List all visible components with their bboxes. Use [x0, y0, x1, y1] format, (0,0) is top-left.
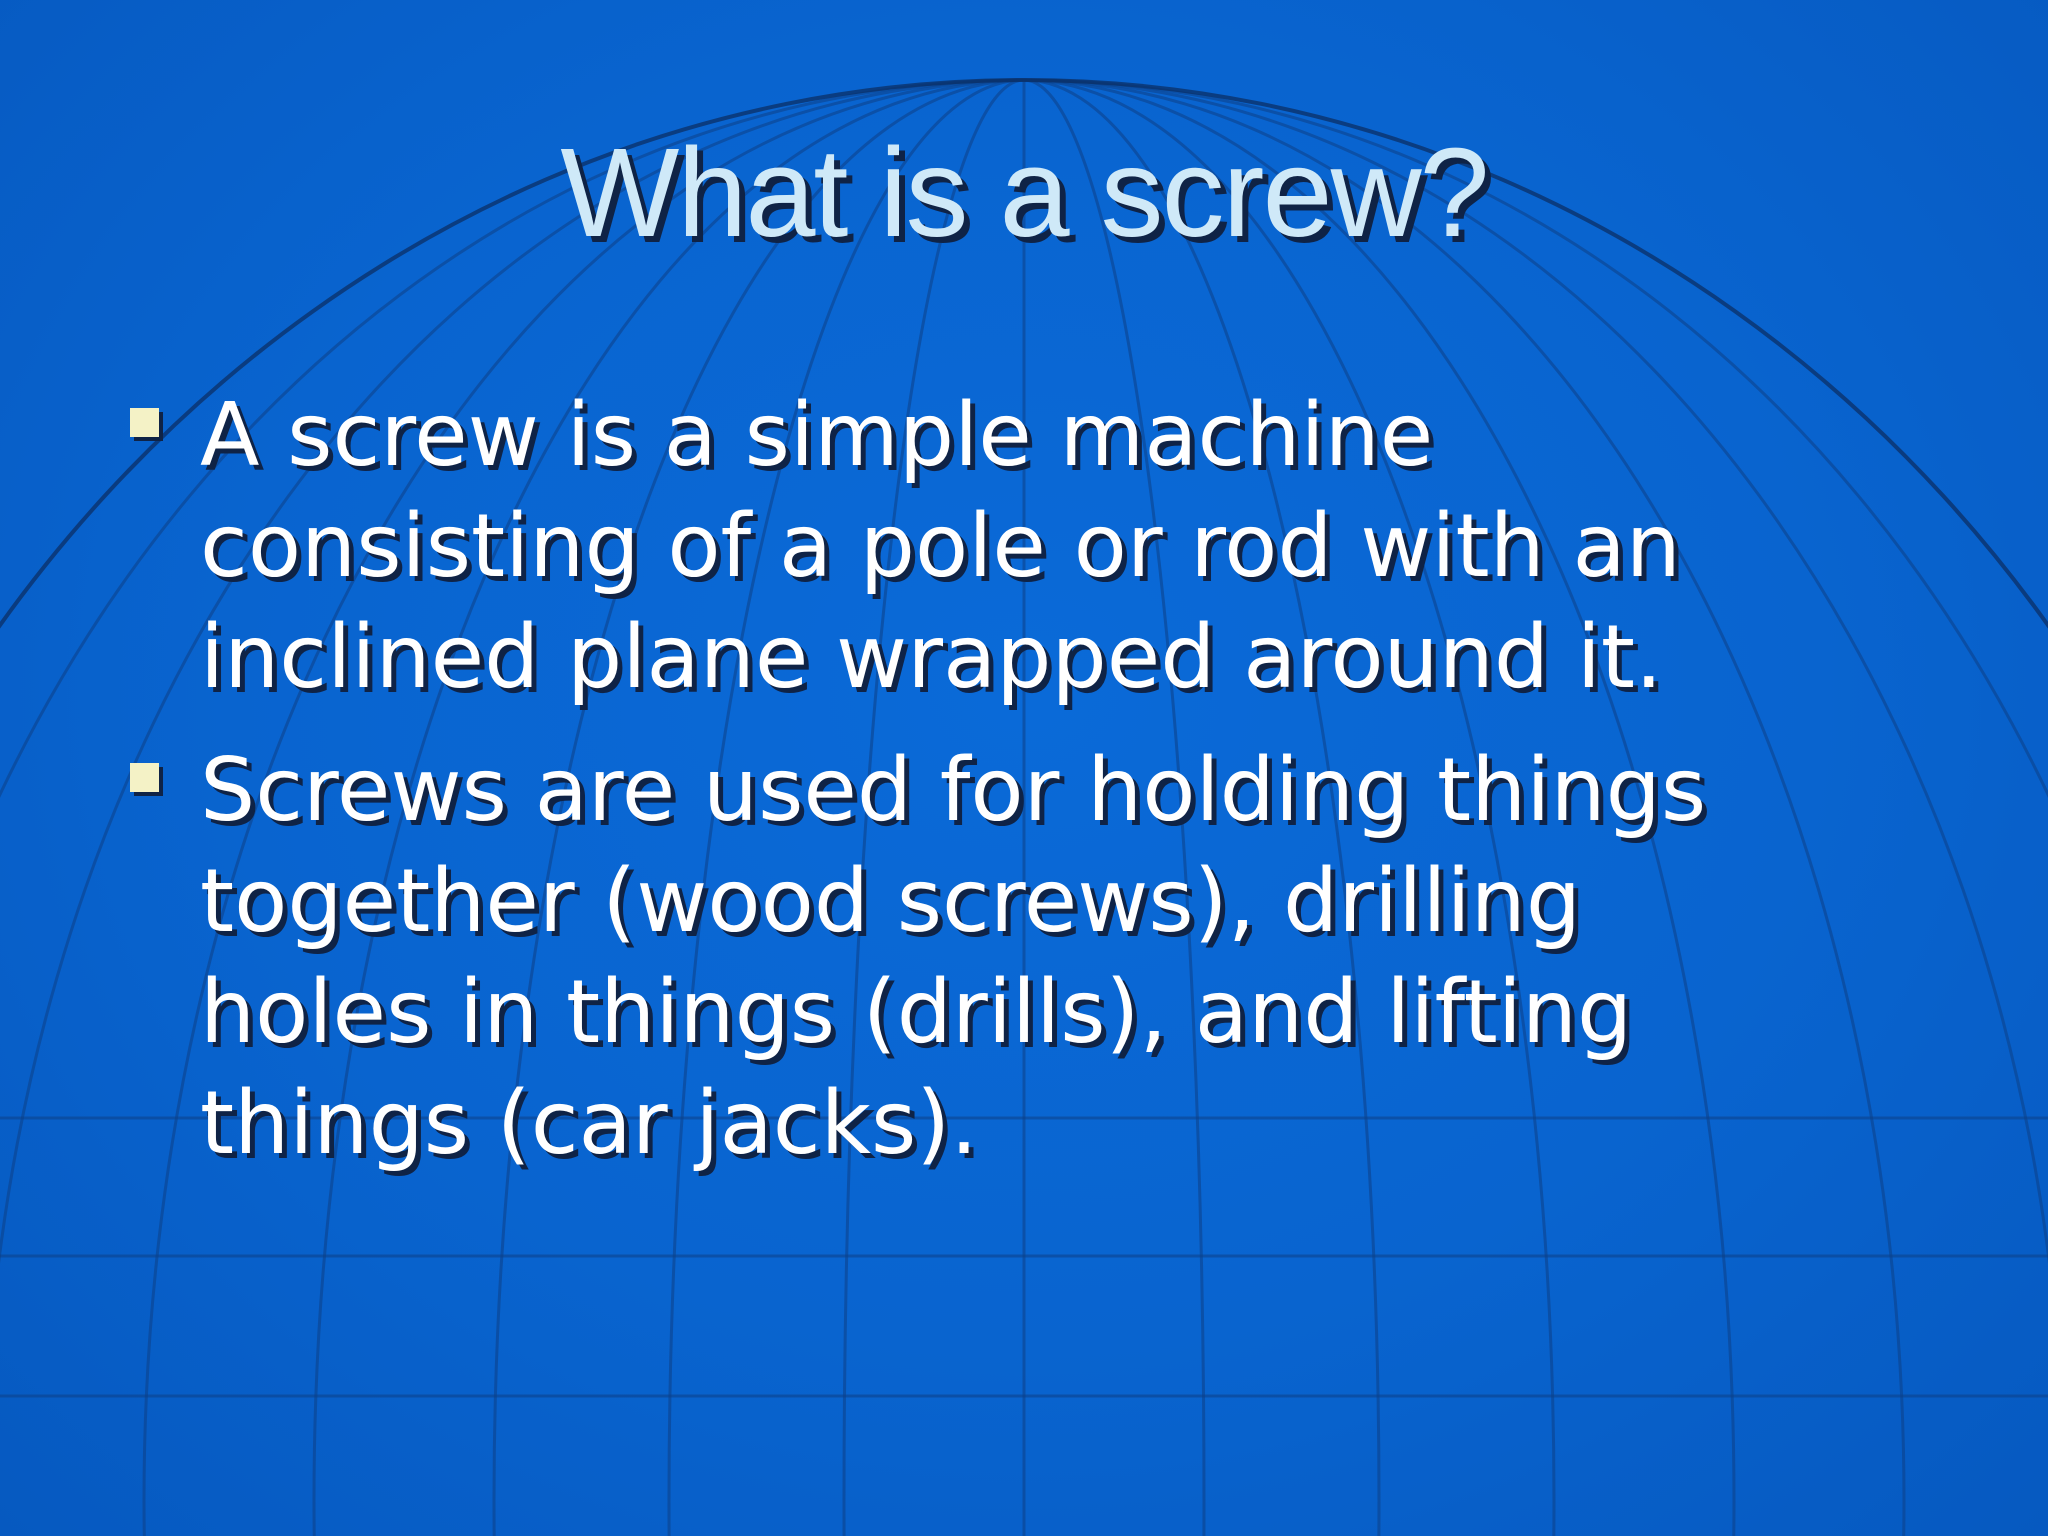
bullet-line: inclined plane wrapped around it. — [200, 606, 1663, 708]
slide-title: What is a screw? — [560, 122, 1488, 263]
bullet-line: things (car jacks). — [200, 1072, 978, 1174]
bullet-line: Screws are used for holding things — [200, 739, 1707, 841]
square-bullet-icon — [130, 763, 159, 792]
bullet-line: holes in things (drills), and lifting — [200, 961, 1633, 1063]
bullet-line: A screw is a simple machine — [200, 384, 1434, 486]
bullet-item-definition — [130, 380, 1950, 713]
square-bullet-icon — [130, 408, 159, 437]
bullet-item-uses — [130, 735, 1950, 1179]
bullet-line: consisting of a pole or rod with an — [200, 495, 1681, 597]
bullet-list — [130, 380, 1950, 1201]
bullet-line: together (wood screws), drilling — [200, 850, 1582, 952]
